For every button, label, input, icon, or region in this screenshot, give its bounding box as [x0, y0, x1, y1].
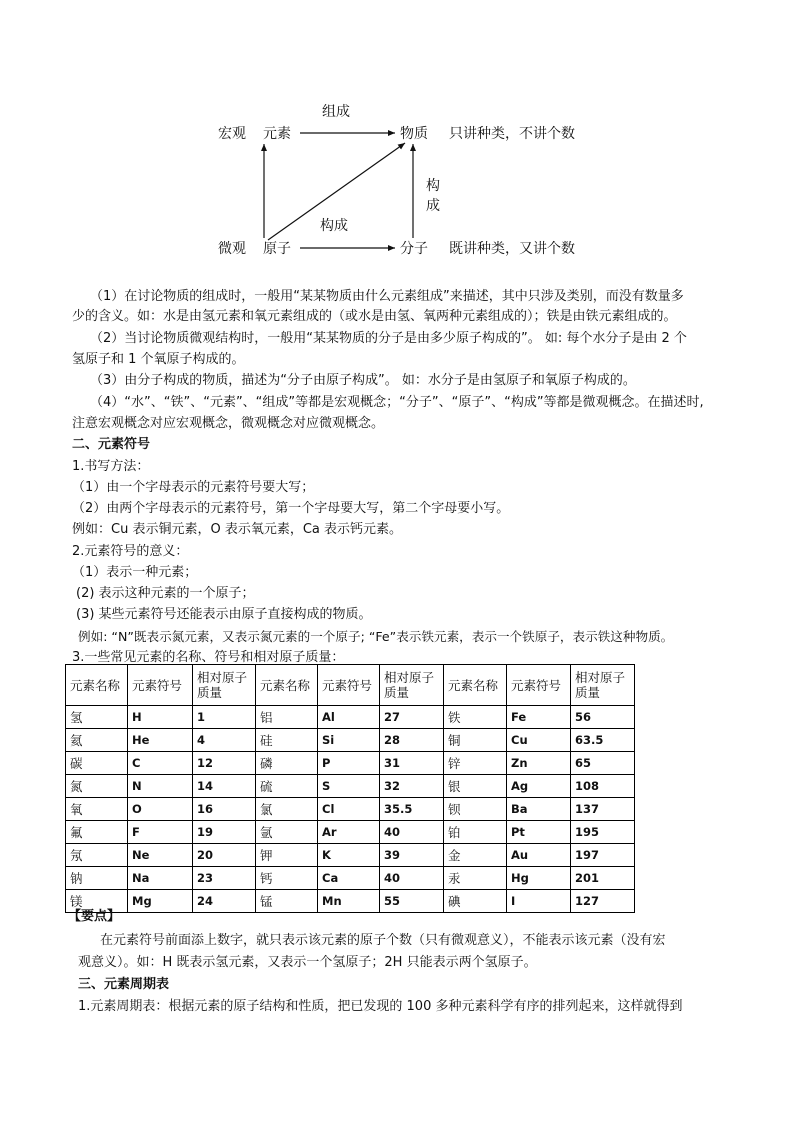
element-name: 镁 [66, 890, 128, 913]
atomic-mass: 32 [380, 775, 444, 798]
label-element: 元素 [263, 126, 291, 142]
atomic-mass: 201 [571, 867, 635, 890]
writing-method-title: 1.书写方法： [72, 459, 150, 474]
element-symbol: He [128, 729, 193, 752]
element-name: 磷 [256, 752, 318, 775]
element-name: 钡 [444, 798, 507, 821]
header-cell: 元素名称 [256, 665, 318, 706]
element-name: 硫 [256, 775, 318, 798]
label-molecule: 分子 [400, 241, 428, 257]
element-symbol: Ba [507, 798, 571, 821]
element-symbol: N [128, 775, 193, 798]
element-symbol: Mg [128, 890, 193, 913]
element-symbol: Ca [318, 867, 380, 890]
element-symbol: Fe [507, 706, 571, 729]
element-name: 钾 [256, 844, 318, 867]
atomic-mass: 195 [571, 821, 635, 844]
table-row [66, 867, 635, 890]
atomic-mass: 1 [193, 706, 256, 729]
header-cell: 相对原子质量 [380, 665, 444, 706]
element-name: 铁 [444, 706, 507, 729]
element-name: 氯 [256, 798, 318, 821]
label-macro: 宏观 [218, 126, 246, 142]
writing-rule-2: （2）由两个字母表示的元素符号，第一个字母要大写，第二个字母要小写。 [72, 501, 510, 516]
atomic-mass: 40 [380, 867, 444, 890]
keypoint-line-1: 在元素符号前面添上数字，就只表示该元素的原子个数（只有微观意义），不能表示该元素（没有宏 [100, 933, 666, 948]
element-name: 金 [444, 844, 507, 867]
meaning-2: (2) 表示这种元素的一个原子； [76, 586, 255, 601]
table-row [66, 775, 635, 798]
element-name: 氢 [66, 706, 128, 729]
element-symbol: I [507, 890, 571, 913]
element-symbol: P [318, 752, 380, 775]
note-2a: （2）当讨论物质微观结构时，一般用“某某物质的分子是由多少原子构成的”。 如: 每个水分子是由 2 个 [90, 331, 687, 346]
atomic-mass: 35.5 [380, 798, 444, 821]
header-cell: 元素符号 [507, 665, 571, 706]
keypoint-line-2: 观意义）。如：H 既表示氢元素，又表示一个氢原子；2H 只能表示两个氢原子。 [78, 955, 537, 970]
element-symbol: Mn [318, 890, 380, 913]
element-table [65, 664, 635, 913]
element-symbol: Cl [318, 798, 380, 821]
note-1b: 少的含义。如：水是由氢元素和氧元素组成的（或水是由氢、氧两种元素组成的）；铁是由铁元素组成的。 [72, 309, 677, 324]
table-row [66, 844, 635, 867]
atomic-mass: 137 [571, 798, 635, 821]
header-cell: 元素符号 [128, 665, 193, 706]
section-2-heading: 二、元素符号 [72, 437, 151, 452]
element-name: 氩 [256, 821, 318, 844]
atomic-mass: 63.5 [571, 729, 635, 752]
element-symbol: Ag [507, 775, 571, 798]
atomic-mass: 4 [193, 729, 256, 752]
atomic-mass: 55 [380, 890, 444, 913]
atomic-mass: 39 [380, 844, 444, 867]
label-atom: 原子 [263, 241, 291, 257]
atomic-mass: 56 [571, 706, 635, 729]
element-name: 铜 [444, 729, 507, 752]
table-row [66, 798, 635, 821]
element-name: 钠 [66, 867, 128, 890]
atomic-mass: 23 [193, 867, 256, 890]
element-name: 氦 [66, 729, 128, 752]
label-constitute-diagonal: 构成 [320, 218, 348, 234]
element-symbol: S [318, 775, 380, 798]
label-molecule-note: 既讲种类，又讲个数 [449, 241, 575, 257]
element-symbol: Zn [507, 752, 571, 775]
element-name: 氮 [66, 775, 128, 798]
label-substance: 物质 [400, 126, 428, 142]
label-compose: 组成 [322, 104, 350, 120]
element-symbol: Al [318, 706, 380, 729]
macro-micro-diagram [0, 0, 794, 270]
element-name: 铝 [256, 706, 318, 729]
table-title: 3.一些常见元素的名称、符号和相对原子质量： [72, 650, 345, 665]
element-name: 氟 [66, 821, 128, 844]
atomic-mass: 108 [571, 775, 635, 798]
section-3-heading: 三、元素周期表 [78, 977, 170, 992]
atomic-mass: 14 [193, 775, 256, 798]
atomic-mass: 27 [380, 706, 444, 729]
element-name: 氖 [66, 844, 128, 867]
element-symbol: Na [128, 867, 193, 890]
element-name: 氧 [66, 798, 128, 821]
label-substance-note: 只讲种类，不讲个数 [449, 126, 575, 142]
note-1a: （1）在讨论物质的组成时，一般用“某某物质由什么元素组成”来描述，其中只涉及类别，而没有数量多 [90, 289, 684, 304]
note-4b: 注意宏观概念对应宏观概念，微观概念对应微观概念。 [72, 416, 385, 431]
header-cell: 元素符号 [318, 665, 380, 706]
element-symbol: K [318, 844, 380, 867]
element-name: 铂 [444, 821, 507, 844]
element-symbol: C [128, 752, 193, 775]
atomic-mass: 28 [380, 729, 444, 752]
meaning-example: 例如: “N”既表示氮元素，又表示氮元素的一个原子; “Fe”表示铁元素，表示一个铁原子，表示铁这种物质。 [78, 629, 674, 644]
header-cell: 相对原子质量 [571, 665, 635, 706]
atomic-mass: 40 [380, 821, 444, 844]
table-row [66, 890, 635, 913]
element-symbol: Ar [318, 821, 380, 844]
atomic-mass: 19 [193, 821, 256, 844]
atomic-mass: 127 [571, 890, 635, 913]
label-constitute-vertical: 构成 [426, 178, 440, 214]
element-symbol: Si [318, 729, 380, 752]
atomic-mass: 24 [193, 890, 256, 913]
atomic-mass: 16 [193, 798, 256, 821]
table-row [66, 752, 635, 775]
element-symbol: Au [507, 844, 571, 867]
element-name: 锌 [444, 752, 507, 775]
writing-example: 例如：Cu 表示铜元素，O 表示氧元素，Ca 表示钙元素。 [72, 522, 402, 537]
element-name: 钙 [256, 867, 318, 890]
label-micro: 微观 [218, 241, 246, 257]
element-symbol: F [128, 821, 193, 844]
header-cell: 元素名称 [444, 665, 507, 706]
atomic-mass: 12 [193, 752, 256, 775]
element-name: 汞 [444, 867, 507, 890]
element-symbol: Cu [507, 729, 571, 752]
header-cell: 元素名称 [66, 665, 128, 706]
writing-rule-1: （1）由一个字母表示的元素符号要大写； [72, 480, 315, 495]
keypoint-heading: 【要点】 [68, 909, 121, 924]
element-symbol: H [128, 706, 193, 729]
meaning-3: (3) 某些元素符号还能表示由原子直接构成的物质。 [76, 607, 372, 622]
table-row [66, 729, 635, 752]
meaning-1: （1）表示一种元素； [72, 565, 198, 580]
element-symbol: Ne [128, 844, 193, 867]
diagram-arrows [0, 0, 794, 270]
element-symbol: Hg [507, 867, 571, 890]
table-header-row [66, 665, 635, 706]
element-name: 银 [444, 775, 507, 798]
element-symbol: Pt [507, 821, 571, 844]
periodic-table-definition: 1.元素周期表：根据元素的原子结构和性质，把已发现的 100 多种元素科学有序的排列起来，这样就得到 [78, 999, 683, 1014]
table-row [66, 706, 635, 729]
note-3: （3）由分子构成的物质，描述为“分子由原子构成”。 如：水分子是由氢原子和氧原子构成的。 [90, 373, 636, 388]
note-4a: （4）“水”、“铁”、“元素”、“组成”等都是宏观概念；“分子”、“原子”、“构成”等都是微观概念。在描述时, [90, 395, 704, 410]
atomic-mass: 20 [193, 844, 256, 867]
atomic-mass: 31 [380, 752, 444, 775]
atomic-mass: 65 [571, 752, 635, 775]
element-name: 硅 [256, 729, 318, 752]
element-symbol: O [128, 798, 193, 821]
meaning-title: 2.元素符号的意义： [72, 544, 189, 559]
header-cell: 相对原子质量 [193, 665, 256, 706]
element-name: 碘 [444, 890, 507, 913]
atomic-mass: 197 [571, 844, 635, 867]
element-name: 锰 [256, 890, 318, 913]
table-row [66, 821, 635, 844]
note-2b: 氢原子和 1 个氧原子构成的。 [72, 352, 245, 367]
element-name: 碳 [66, 752, 128, 775]
